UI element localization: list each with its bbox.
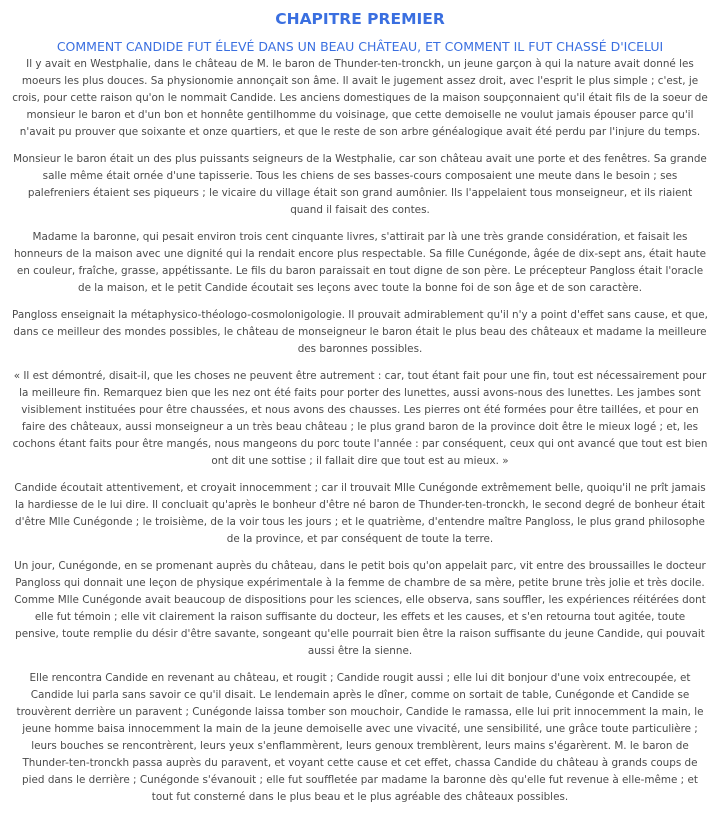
paragraph-3: Madame la baronne, qui pesait environ trois cent cinquante livres, s'attirait par là une très grande considération, et faisait les honneurs de la maison avec une dignité qui la rendait encore plus respectable. Sa fille Cunégonde, âgée de dix-sept ans, était haute en couleur, fraîche, grasse, appétissante. Le fils du baron paraissait en tout digne de son père. Le précepteur Pangloss était l'oracle de la maison, et le petit Candide écoutait ses leçons avec toute la bonne foi de son âge et de son caractère.: [13, 231, 707, 294]
chapter-subtitle: COMMENT CANDIDE FUT ÉLEVÉ DANS UN BEAU CHÂTEAU, ET COMMENT IL FUT CHASSÉ D'ICELUI: [56, 39, 664, 54]
paragraph-5: « Il est démontré, disait-il, que les choses ne peuvent être autrement : car, tout étant fait pour une fin, tout est nécessairement pour la meilleure fin. Remarquez bien que les nez ont été faits pour porter des lunettes, aussi avons-nous des lunettes. Les jambes sont visiblement instituées pour être chaussées, et nous avons des chausses. Les pierres ont été formées pour être taillées, et pour en faire des châteaux, aussi monseigneur a un très beau château ; le plus grand baron de la province doit être le mieux logé ; et, les cochons étant faits pour être mangés, nous mangeons du porc toute l'année : par conséquent, ceux qui ont avancé que tout est bien ont dit une sottise ; il fallait dire que tout est au mieux. »: [12, 370, 708, 467]
paragraph-6: Candide écoutait attentivement, et croyait innocemment ; car il trouvait Mlle Cunégonde extrêmement belle, quoiqu'il ne prît jamais la hardiesse de le lui dire. Il concluait qu'après le bonheur d'être né baron de Thunder-ten-tronckh, le second degré de bonheur était d'être Mlle Cunégonde ; le troisième, de la voir tous les jours ; et le quatrième, d'entendre maître Pangloss, le plus grand philosophe de la province, et par conséquent de toute la terre.: [14, 482, 706, 545]
paragraph-4: Pangloss enseignait la métaphysico-théologo-cosmolonigologie. Il prouvait admirablement qu'il n'y a point d'effet sans cause, et que, dans ce meilleur des mondes possibles, le château de monseigneur le baron était le plus beau des châteaux et madame la meilleure des baronnes possibles.: [12, 309, 708, 355]
chapter-title: CHAPITRE PREMIER: [275, 10, 445, 28]
chapter-page: [0, 9, 720, 806]
paragraph-7: Un jour, Cunégonde, en se promenant auprès du château, dans le petit bois qu'on appelait parc, vit entre des broussailles le docteur Pangloss qui donnait une leçon de physique expérimentale à la femme de chambre de sa mère, petite brune très jolie et très docile. Comme Mlle Cunégonde avait beaucoup de dispositions pour les sciences, elle observa, sans souffler, les expériences réitérées dont elle fut témoin ; elle vit clairement la raison suffisante du docteur, les effets et les causes, et s'en retourna tout agitée, toute pensive, toute remplie du désir d'être savante, songeant qu'elle pourrait bien être la raison suffisante du jeune Candide, qui pouvait aussi être la sienne.: [14, 560, 706, 657]
paragraph-2: Monsieur le baron était un des plus puissants seigneurs de la Westphalie, car son château avait une porte et des fenêtres. Sa grande salle même était ornée d'une tapisserie. Tous les chiens de ses basses-cours composaient une meute dans le besoin ; ses palefreniers étaient ses piqueurs ; le vicaire du village était son grand aumônier. Ils l'appelaient tous monseigneur, et ils riaient quand il faisait des contes.: [13, 153, 707, 216]
paragraph-1: Il y avait en Westphalie, dans le château de M. le baron de Thunder-ten-tronckh, un jeune garçon à qui la nature avait donné les moeurs les plus douces. Sa physionomie annonçait son âme. Il avait le jugement assez droit, avec l'esprit le plus simple ; c'est, je crois, pour cette raison qu'on le nommait Candide. Les anciens domestiques de la maison soupçonnaient qu'il était fils de la soeur de monsieur le baron et d'un bon et honnête gentilhomme du voisinage, que cette demoiselle ne voulut jamais épouser parce qu'il n'avait pu prouver que soixante et onze quartiers, et que le reste de son arbre généalogique avait été perdu par l'injure du temps.: [12, 58, 708, 138]
paragraph-8: Elle rencontra Candide en revenant au château, et rougit ; Candide rougit aussi ; elle lui dit bonjour d'une voix entrecoupée, et Candide lui parla sans savoir ce qu'il disait. Le lendemain après le dîner, comme on sortait de table, Cunégonde et Candide se trouvèrent derrière un paravent ; Cunégonde laissa tomber son mouchoir, Candide le ramassa, elle lui prit innocemment la main, le jeune homme baisa innocemment la main de la jeune demoiselle avec une vivacité, une sensibilité, une grâce toute particulière ; leurs bouches se rencontrèrent, leurs yeux s'enflammèrent, leurs genoux tremblèrent, leurs mains s'égarèrent. M. le baron de Thunder-ten-tronckh passa auprès du paravent, et voyant cette cause et cet effet, chassa Candide du château à grands coups de pied dans le derrière ; Cunégonde s'évanouit ; elle fut souffletée par madame la baronne dès qu'elle fut revenue à elle-même ; et tout fut consterné dans le plus beau et le plus agréable des châteaux possibles.: [16, 672, 704, 803]
